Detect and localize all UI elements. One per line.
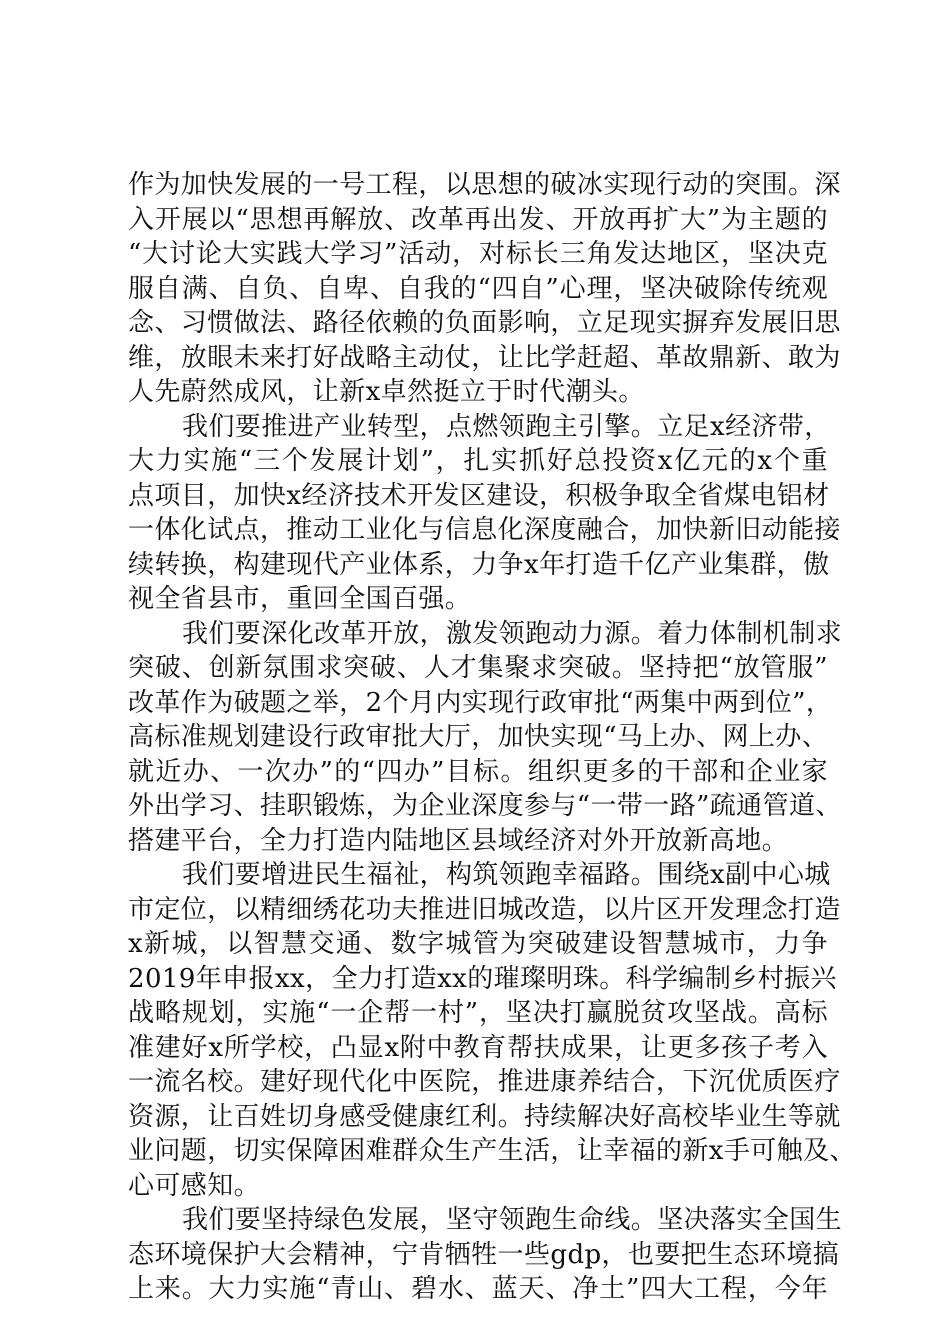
paragraph-start-line: 我们要深化改革开放，激发领跑动力源。着力体制机制求 [182,618,843,649]
text-line: 一体化试点，推动工业化与信息化深度融合，加快新旧动能接 [128,515,841,545]
text-line: 视全省县市，重回全国百强。 [128,584,472,614]
text-line: 市定位，以精细绣花功夫推进旧城改造，以片区开发理念打造 [128,894,841,925]
paragraph-start-line: 我们要增进民生福祉，构筑领跑幸福路。围绕x副中心城 [182,860,831,890]
text-line: 外出学习、挂职锻炼，为企业深度参与“一带一路”疏通管道、 [128,791,842,821]
text-line: 战略规划，实施“一企帮一村”，坚决打赢脱贫攻坚战。高标 [128,998,828,1028]
text-line: 续转换，构建现代产业体系，力争x年打造千亿产业集群，傲 [128,549,830,580]
text-line: 维，放眼未来打好战略主动仗，让比学赶超、革故鼎新、敢为 [128,342,841,373]
text-line: 业问题，切实保障困难群众生产生活，让幸福的新x手可触及、 [128,1136,856,1166]
text-line: x新城，以智慧交通、数字城管为突破建设智慧城市，力争 [128,929,828,959]
text-line: 念、习惯做法、路径依赖的负面影响，立足现实摒弃发展旧思 [128,308,841,338]
text-line: 心可感知。 [128,1170,261,1201]
text-line: 上来。大力实施“青山、碧水、蓝天、净土”四大工程，今年 [128,1274,828,1304]
text-line: 入开展以“思想再解放、改革再出发、开放再扩大”为主题的 [128,204,828,235]
text-line: 人先蔚然成风，让新x卓然挺立于时代潮头。 [128,377,645,407]
text-line: 态环境保护大会精神，宁肯牺牲一些gdp，也要把生态环境搞 [128,1239,840,1270]
text-line: 突破、创新氛围求突破、人才集聚求突破。坚持把“放管服” [128,653,828,683]
body-text [128,168,856,1307]
text-line: “大讨论大实践大学习”活动，对标长三角发达地区，坚决克 [128,239,828,269]
text-line: 一流名校。建好现代化中医院，推进康养结合，下沉优质医疗 [128,1067,841,1097]
text-line: 服自满、自负、自卑、自我的“四自”心理，坚决破除传统观 [128,273,828,304]
text-line: 搭建平台，全力打造内陆地区县域经济对外开放新高地。 [128,825,789,856]
text-line: 资源，让百姓切身感受健康红利。持续解决好高校毕业生等就 [128,1101,841,1132]
text-line: 改革作为破题之举，2个月内实现行政审批“两集中两到位”， [128,687,833,718]
text-line: 2019年申报xx，全力打造xx的璀璨明珠。科学编制乡村振兴 [128,963,837,994]
text-line: 就近办、一次办”的“四办”目标。组织更多的干部和企业家 [128,756,828,787]
paragraph-start-line: 我们要推进产业转型，点燃领跑主引擎。立足x经济带， [182,411,831,442]
text-line: 高标准规划建设行政审批大厅，加快实现“马上办、网上办、 [128,722,829,752]
text-line: 大力实施“三个发展计划”，扎实抓好总投资x亿元的x个重 [128,446,828,476]
text-line: 准建好x所学校，凸显x附中教育帮扶成果，让更多孩子考入 [128,1032,828,1063]
text-line: 作为加快发展的一号工程，以思想的破冰实现行动的突围。深 [128,170,841,200]
paragraph-start-line: 我们要坚持绿色发展，坚守领跑生命线。坚决落实全国生 [182,1205,843,1235]
text-line: 点项目，加快x经济技术开发区建设，积极争取全省煤电铝材 [128,480,830,511]
